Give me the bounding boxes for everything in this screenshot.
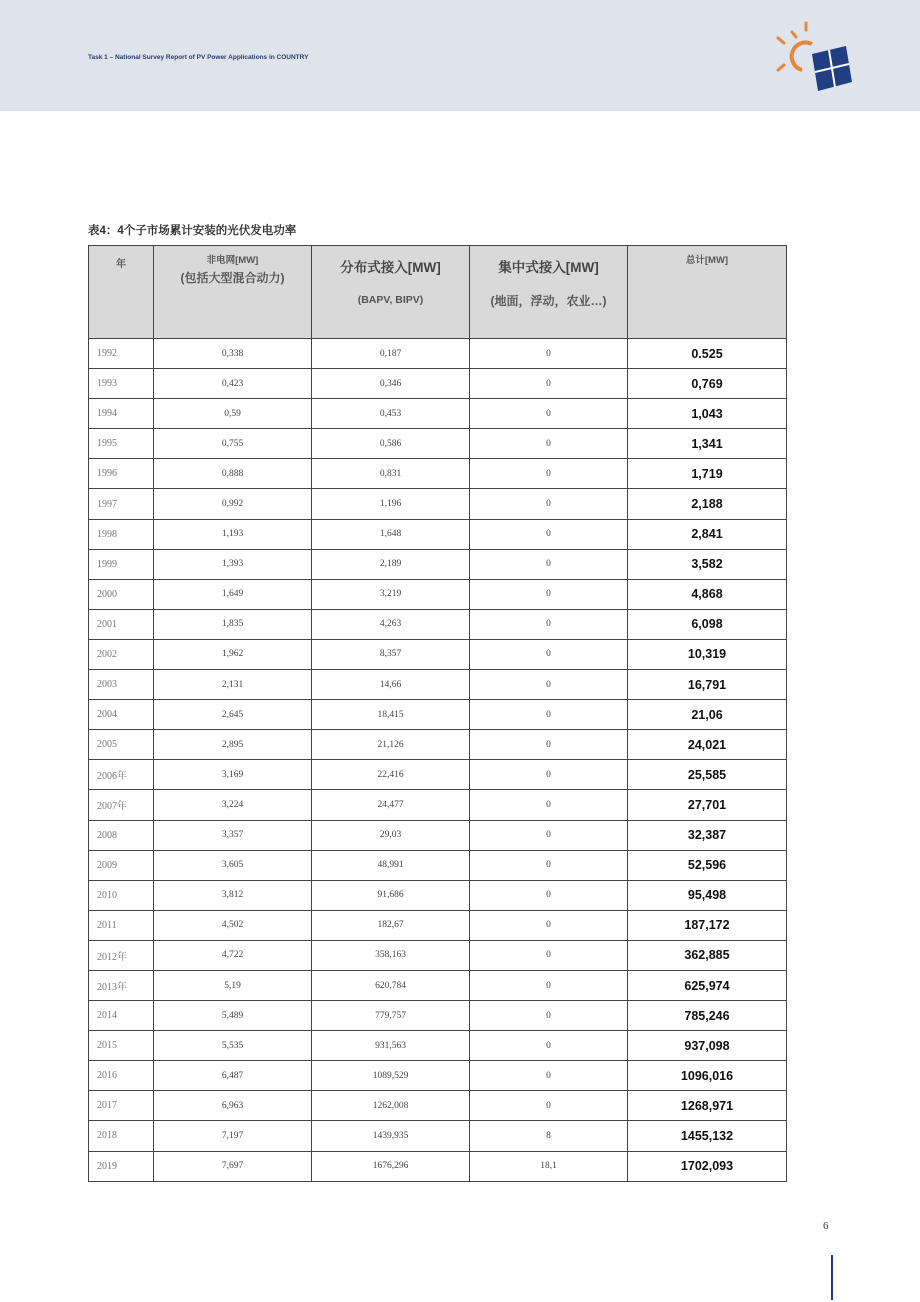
cell-offgrid: 0,992 (154, 489, 312, 519)
cell-total: 25,585 (628, 760, 787, 790)
cell-total: 21,06 (628, 700, 787, 730)
cell-offgrid: 1,393 (154, 549, 312, 579)
cell-year: 2000 (89, 579, 154, 609)
cell-year: 2005 (89, 730, 154, 760)
table-body (89, 339, 787, 1182)
cell-centralized: 0 (470, 399, 628, 429)
header-distributed: 分布式接入[MW] (BAPV, BIPV) (312, 246, 470, 339)
table-row (89, 639, 787, 669)
cell-year: 1994 (89, 399, 154, 429)
cell-centralized: 0 (470, 549, 628, 579)
cell-total: 4,868 (628, 579, 787, 609)
cell-year: 2016 (89, 1061, 154, 1091)
cell-offgrid: 2,645 (154, 700, 312, 730)
cell-centralized: 0 (470, 1061, 628, 1091)
cell-total: 95,498 (628, 880, 787, 910)
table-row (89, 1091, 787, 1121)
header-offgrid-sub: (包括大型混合动力) (180, 271, 285, 285)
table-row (89, 609, 787, 639)
page-header (0, 0, 920, 111)
sun-ray (778, 38, 784, 43)
table-row (89, 1001, 787, 1031)
cell-year: 2003 (89, 670, 154, 700)
table-row (89, 940, 787, 970)
cell-total: 625,974 (628, 970, 787, 1000)
cell-year: 1993 (89, 369, 154, 399)
cell-year: 2012年 (89, 940, 154, 970)
cell-year: 2013年 (89, 970, 154, 1000)
cell-offgrid: 3,812 (154, 880, 312, 910)
cell-centralized: 0 (470, 609, 628, 639)
cell-year: 2004 (89, 700, 154, 730)
cell-centralized: 0 (470, 459, 628, 489)
cell-year: 2002 (89, 639, 154, 669)
table-row (89, 1121, 787, 1151)
cell-distributed: 14,66 (312, 670, 470, 700)
cell-total: 2,188 (628, 489, 787, 519)
cell-year: 2010 (89, 880, 154, 910)
cell-distributed: 1676,296 (312, 1151, 470, 1181)
cell-distributed: 1439,935 (312, 1121, 470, 1151)
cell-centralized: 0 (470, 940, 628, 970)
cell-total: 52,596 (628, 850, 787, 880)
table-row (89, 910, 787, 940)
cell-centralized: 0 (470, 790, 628, 820)
table-row (89, 429, 787, 459)
cell-total: 6,098 (628, 609, 787, 639)
cell-offgrid: 0,338 (154, 339, 312, 369)
cell-distributed: 620,784 (312, 970, 470, 1000)
cell-offgrid: 1,649 (154, 579, 312, 609)
cell-distributed: 931,563 (312, 1031, 470, 1061)
cell-year: 1992 (89, 339, 154, 369)
cell-centralized: 0 (470, 670, 628, 700)
cell-distributed: 1,196 (312, 489, 470, 519)
table-row (89, 549, 787, 579)
cell-offgrid: 2,131 (154, 670, 312, 700)
cell-centralized: 0 (470, 339, 628, 369)
table-row (89, 339, 787, 369)
cell-centralized: 0 (470, 820, 628, 850)
cell-total: 785,246 (628, 1001, 787, 1031)
cell-distributed: 0,346 (312, 369, 470, 399)
table-row (89, 820, 787, 850)
cell-distributed: 0,586 (312, 429, 470, 459)
cell-total: 1455,132 (628, 1121, 787, 1151)
cell-offgrid: 5,535 (154, 1031, 312, 1061)
cell-centralized: 0 (470, 1001, 628, 1031)
cell-distributed: 4,263 (312, 609, 470, 639)
cell-total: 24,021 (628, 730, 787, 760)
table-row (89, 670, 787, 700)
cell-total: 1702,093 (628, 1151, 787, 1181)
table-row (89, 459, 787, 489)
cell-total: 1096,016 (628, 1061, 787, 1091)
cell-centralized: 0 (470, 1091, 628, 1121)
table-row (89, 519, 787, 549)
cell-centralized: 0 (470, 730, 628, 760)
cell-year: 2009 (89, 850, 154, 880)
cell-distributed: 8,357 (312, 639, 470, 669)
cell-total: 27,701 (628, 790, 787, 820)
cell-year: 2001 (89, 609, 154, 639)
table-row (89, 489, 787, 519)
cell-distributed: 3,219 (312, 579, 470, 609)
cell-offgrid: 4,502 (154, 910, 312, 940)
cell-distributed: 91,686 (312, 880, 470, 910)
cell-centralized: 0 (470, 700, 628, 730)
cell-offgrid: 4,722 (154, 940, 312, 970)
cell-offgrid: 7,697 (154, 1151, 312, 1181)
table-row (89, 700, 787, 730)
page-number: 6 (823, 1220, 829, 1232)
cell-centralized: 0 (470, 880, 628, 910)
table-row (89, 970, 787, 1000)
table-row (89, 850, 787, 880)
cell-year: 2011 (89, 910, 154, 940)
cell-distributed: 2,189 (312, 549, 470, 579)
cell-year: 1999 (89, 549, 154, 579)
cell-centralized: 0 (470, 1031, 628, 1061)
cell-total: 10,319 (628, 639, 787, 669)
cell-year: 2008 (89, 820, 154, 850)
cell-offgrid: 2,895 (154, 730, 312, 760)
cell-offgrid: 5,19 (154, 970, 312, 1000)
cell-offgrid: 3,357 (154, 820, 312, 850)
cell-total: 0.525 (628, 339, 787, 369)
cell-distributed: 1262,008 (312, 1091, 470, 1121)
cell-distributed: 21,126 (312, 730, 470, 760)
cell-centralized: 0 (470, 639, 628, 669)
cell-total: 1268,971 (628, 1091, 787, 1121)
cell-total: 362,885 (628, 940, 787, 970)
cell-total: 0,769 (628, 369, 787, 399)
cell-year: 1995 (89, 429, 154, 459)
cell-year: 2007年 (89, 790, 154, 820)
cell-total: 187,172 (628, 910, 787, 940)
solar-logo-icon (772, 20, 854, 95)
cell-distributed: 29,03 (312, 820, 470, 850)
table-row (89, 369, 787, 399)
cell-total: 32,387 (628, 820, 787, 850)
pv-capacity-table (88, 245, 787, 1182)
table-row (89, 579, 787, 609)
cell-distributed: 779,757 (312, 1001, 470, 1031)
cell-distributed: 1089,529 (312, 1061, 470, 1091)
table-row (89, 880, 787, 910)
cell-offgrid: 5,489 (154, 1001, 312, 1031)
cell-centralized: 0 (470, 760, 628, 790)
sun-ray (792, 32, 796, 37)
cell-offgrid: 3,169 (154, 760, 312, 790)
cell-total: 2,841 (628, 519, 787, 549)
header-year: 年 (89, 246, 154, 339)
cell-year: 2015 (89, 1031, 154, 1061)
cell-total: 3,582 (628, 549, 787, 579)
header-centralized: 集中式接入[MW] (地面，浮动，农业…) (470, 246, 628, 339)
table-header-row (89, 246, 787, 339)
table-row (89, 399, 787, 429)
cell-offgrid: 6,487 (154, 1061, 312, 1091)
cell-centralized: 18,1 (470, 1151, 628, 1181)
cell-offgrid: 1,835 (154, 609, 312, 639)
cell-offgrid: 1,193 (154, 519, 312, 549)
cell-offgrid: 0,755 (154, 429, 312, 459)
page-marker-bar (831, 1255, 833, 1300)
cell-year: 1996 (89, 459, 154, 489)
cell-offgrid: 6,963 (154, 1091, 312, 1121)
cell-centralized: 0 (470, 579, 628, 609)
cell-centralized: 8 (470, 1121, 628, 1151)
cell-offgrid: 3,605 (154, 850, 312, 880)
cell-distributed: 22,416 (312, 760, 470, 790)
cell-offgrid: 7,197 (154, 1121, 312, 1151)
table-row (89, 730, 787, 760)
cell-centralized: 0 (470, 429, 628, 459)
cell-offgrid: 0,423 (154, 369, 312, 399)
cell-distributed: 18,415 (312, 700, 470, 730)
cell-year: 2014 (89, 1001, 154, 1031)
table-caption: 表4：4个子市场累计安装的光伏发电功率 (88, 225, 297, 237)
table-row (89, 1151, 787, 1181)
cell-centralized: 0 (470, 910, 628, 940)
cell-distributed: 48,991 (312, 850, 470, 880)
header-offgrid: 非电网[MW] (包括大型混合动力) (154, 246, 312, 339)
table-row (89, 760, 787, 790)
cell-distributed: 24,477 (312, 790, 470, 820)
cell-distributed: 1,648 (312, 519, 470, 549)
header-distributed-sub: (BAPV, BIPV) (357, 294, 424, 306)
cell-total: 1,719 (628, 459, 787, 489)
cell-year: 2006年 (89, 760, 154, 790)
cell-centralized: 0 (470, 850, 628, 880)
cell-centralized: 0 (470, 489, 628, 519)
cell-year: 1998 (89, 519, 154, 549)
header-total: 总计[MW] (628, 246, 787, 339)
table-row (89, 1031, 787, 1061)
cell-total: 1,341 (628, 429, 787, 459)
cell-distributed: 0,453 (312, 399, 470, 429)
cell-offgrid: 0,888 (154, 459, 312, 489)
cell-total: 937,098 (628, 1031, 787, 1061)
cell-centralized: 0 (470, 369, 628, 399)
cell-offgrid: 1,962 (154, 639, 312, 669)
cell-total: 16,791 (628, 670, 787, 700)
cell-total: 1,043 (628, 399, 787, 429)
cell-year: 2018 (89, 1121, 154, 1151)
table-row (89, 790, 787, 820)
cell-distributed: 0,187 (312, 339, 470, 369)
cell-year: 2017 (89, 1091, 154, 1121)
cell-distributed: 182,67 (312, 910, 470, 940)
cell-centralized: 0 (470, 970, 628, 1000)
cell-distributed: 0,831 (312, 459, 470, 489)
table-row (89, 1061, 787, 1091)
cell-year: 1997 (89, 489, 154, 519)
cell-distributed: 358,163 (312, 940, 470, 970)
header-centralized-sub: (地面，浮动，农业…) (490, 294, 607, 308)
cell-year: 2019 (89, 1151, 154, 1181)
cell-offgrid: 3,224 (154, 790, 312, 820)
cell-offgrid: 0,59 (154, 399, 312, 429)
header-title: Task 1 – National Survey Report of PV Power Applications in COUNTRY (88, 54, 309, 61)
cell-centralized: 0 (470, 519, 628, 549)
sun-ray (778, 65, 784, 70)
